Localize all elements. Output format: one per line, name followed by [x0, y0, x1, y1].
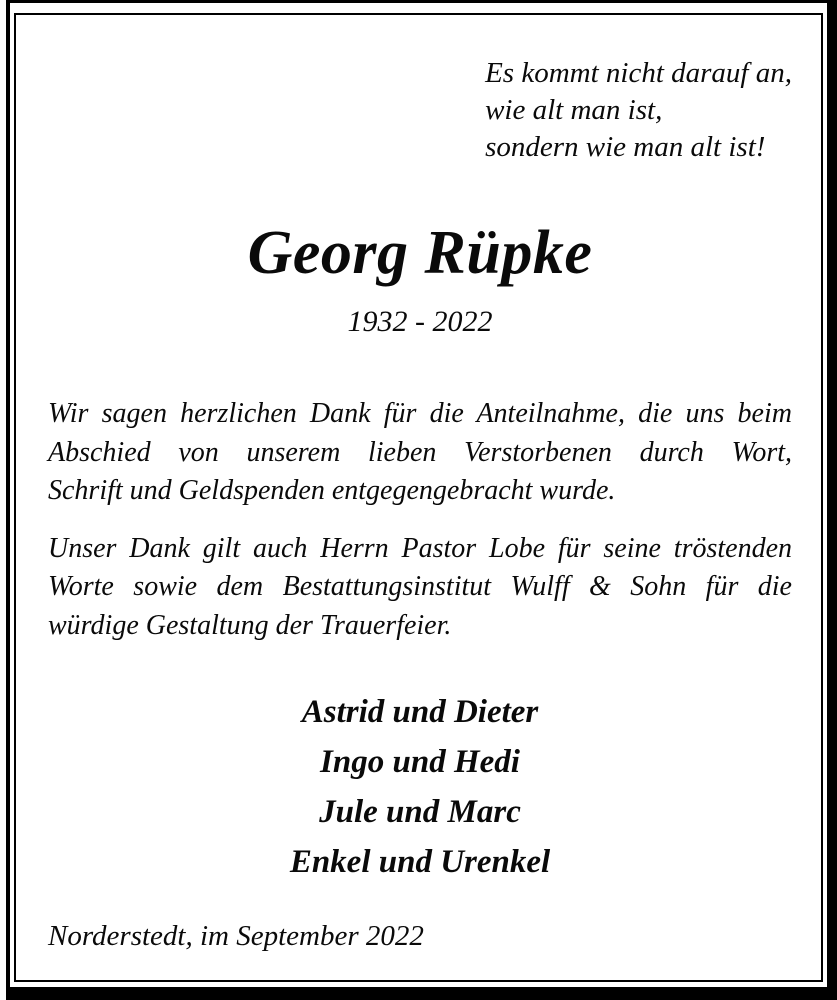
pastor-paragraph: [48, 530, 792, 646]
mourner-line-3: Jule und Marc: [319, 794, 521, 830]
notice-content: [16, 16, 821, 980]
deceased-name: Georg Rüpke: [247, 219, 593, 287]
epigraph-block: [485, 55, 792, 166]
epigraph-line-2: wie alt man ist,: [485, 94, 663, 126]
pastor-paragraph-line-1: Unser Dank gilt auch Herrn Pastor Lobe für seine tröstenden: [48, 532, 792, 564]
epigraph-line-1: Es kommt nicht darauf an,: [485, 57, 792, 89]
mourner-line-1: Astrid und Dieter: [301, 694, 539, 730]
mourner-line-4: Enkel und Urenkel: [289, 844, 551, 880]
pastor-paragraph-line-2: Worte sowie dem Bestattungsinstitut Wulff & Sohn für die: [48, 571, 792, 602]
epigraph: [48, 55, 792, 166]
thanks-paragraph-line-2: Abschied von unserem lieben Verstorbenen durch Wort,: [48, 436, 792, 468]
mourner-line-2: Ingo und Hedi: [320, 744, 520, 780]
epigraph-line-3: sondern wie man alt ist!: [485, 131, 766, 163]
mourners-list: [48, 687, 792, 887]
thanks-paragraph: [48, 395, 792, 511]
place-date: Norderstedt, im September 2022: [48, 920, 424, 952]
pastor-paragraph-line-3: würdige Gestaltung der Trauerfeier.: [48, 609, 452, 641]
life-years: 1932 - 2022: [347, 305, 493, 338]
thanks-paragraph-line-1: Wir sagen herzlichen Dank für die Anteilnahme, die uns beim: [48, 398, 792, 429]
thanks-paragraph-line-3: Schrift und Geldspenden entgegengebracht wurde.: [48, 475, 616, 506]
